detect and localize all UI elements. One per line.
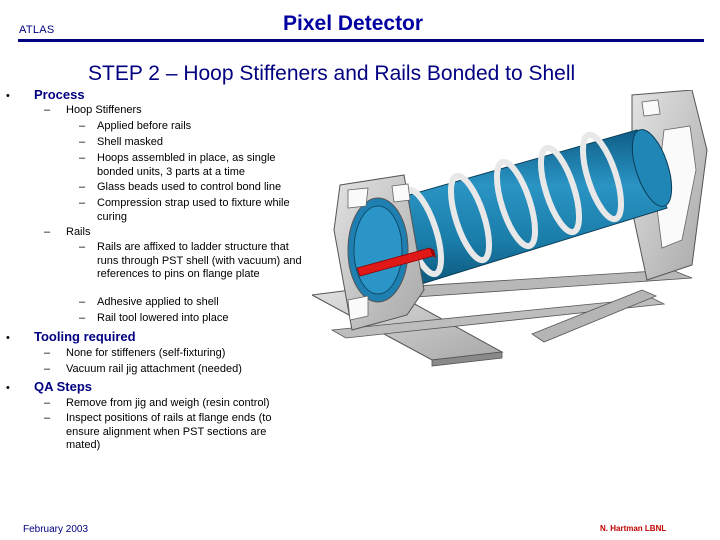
dash-qa-1: – [44,397,51,409]
dash-hoop-2: – [79,136,86,148]
rails-item-1: Rails are affixed to ladder structure that runs through PST shell (with vacuum) and references to pins on flange plate [97,241,302,280]
dash-tooling-1: – [44,347,51,359]
rails-item-3: Rail tool lowered into place [97,312,229,324]
dash-rails-3: – [79,312,86,324]
dash-hoop-3: – [79,152,86,164]
hoop-item-2: Shell masked [97,136,164,148]
tooling-item-2: Vacuum rail jig attachment (needed) [66,363,242,375]
hoop-item-4: Glass beads used to control bond line [97,181,282,193]
label-rails: Rails [66,226,91,238]
footer-date: February 2003 [23,524,89,535]
bullet-tooling-marker: • [6,332,10,344]
hoop-item-5: Compression strap used to fixture while curing [97,197,290,223]
rails-item-2: Adhesive applied to shell [97,296,219,308]
heading-tooling: Tooling required [34,329,136,344]
slide-title: STEP 2 – Hoop Stiffeners and Rails Bonded to Shell [88,62,576,85]
label-hoop-stiffeners: Hoop Stiffeners [66,104,142,116]
dash-tooling-2: – [44,363,51,375]
header-title: Pixel Detector [283,12,424,35]
dash-rails-2: – [79,296,86,308]
footer-author: N. Hartman LBNL [600,524,667,533]
shell-fixture-illustration [312,90,720,430]
qa-item-1: Remove from jig and weigh (resin control) [66,397,270,409]
bullet-process-marker: • [6,90,10,102]
dash-hoop-5: – [79,197,86,209]
dash-qa-2: – [44,412,51,424]
dash-rails-1: – [79,241,86,253]
dash-rails: – [44,226,51,238]
dash-hoop: – [44,104,51,116]
bullet-qa-marker: • [6,382,10,394]
tooling-item-1: None for stiffeners (self-fixturing) [66,347,226,359]
header-divider [18,39,704,42]
hoop-item-1: Applied before rails [97,120,192,132]
heading-qa: QA Steps [34,379,93,394]
org-label: ATLAS [19,24,55,36]
qa-item-2: Inspect positions of rails at flange ends (to ensure alignment when PST sections are mated) [66,412,272,451]
hoop-item-3: Hoops assembled in place, as single bonded units, 3 parts at a time [97,152,276,178]
heading-process: Process [34,87,85,102]
dash-hoop-4: – [79,181,86,193]
dash-hoop-1: – [79,120,86,132]
